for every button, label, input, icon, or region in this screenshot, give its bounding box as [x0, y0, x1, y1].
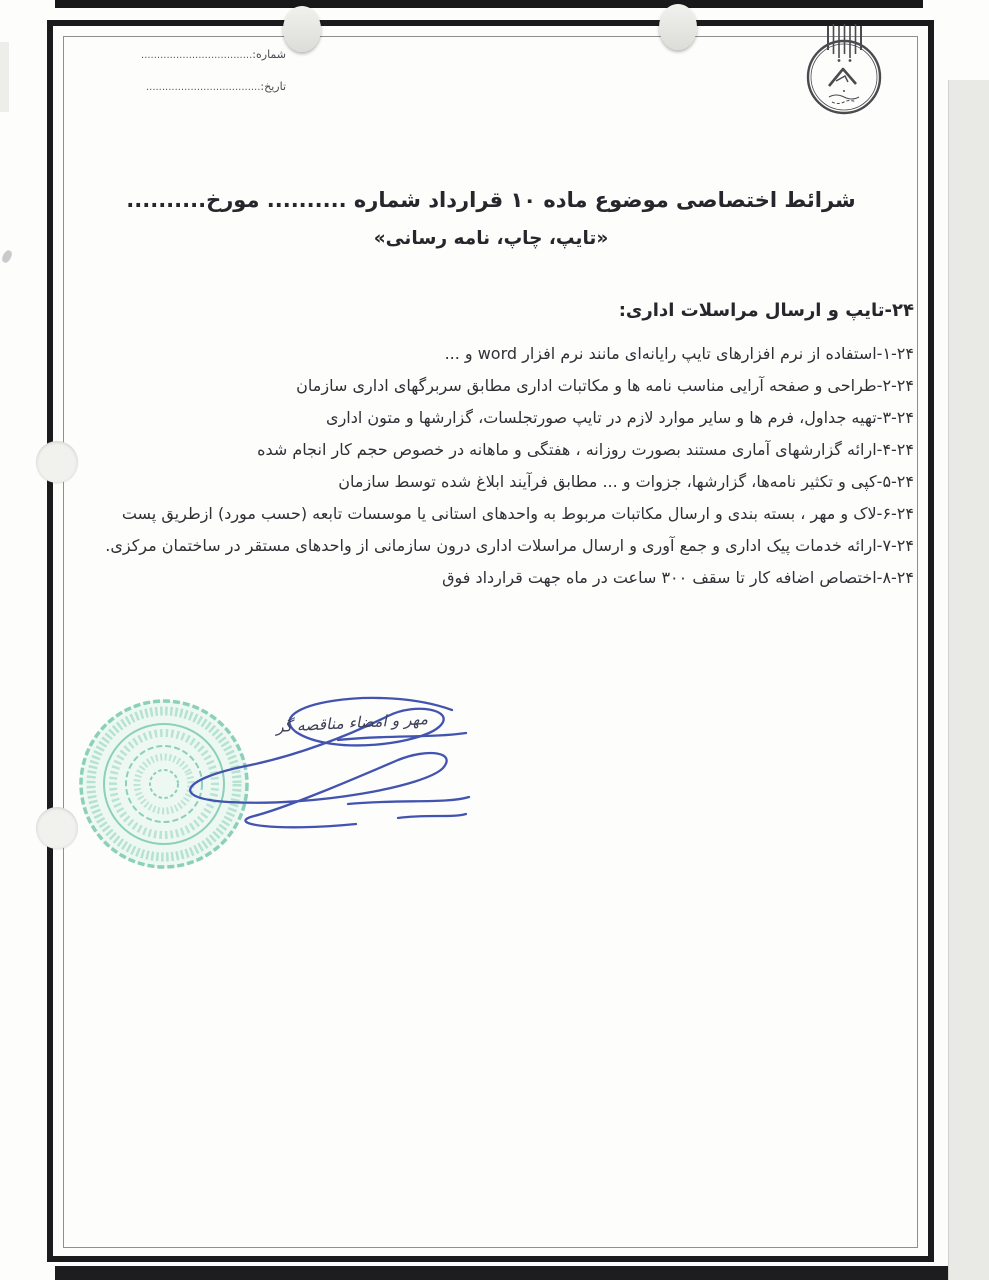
- scan-left-edge: [0, 42, 9, 112]
- scan-speck: [0, 249, 13, 264]
- term-item-7: ۷-۲۴-ارائه خدمات پیک اداری و جمع آوری و ارسال مراسلات اداری درون سازمانی از واحدهای مستقر در ساختمان مرکزی.: [105, 536, 914, 555]
- term-item-6: ۶-۲۴-لاک و مهر ، بسته بندی و ارسال مکاتبات مربوط به واحدهای استانی یا موسسات تابعه (حسب مورد) ازطریق پست: [121, 504, 914, 523]
- punch-hole-top: [36, 441, 78, 483]
- terms-list: [66, 338, 914, 594]
- organization-seal-icon: [800, 24, 888, 118]
- date-label: تاریخ:: [260, 80, 286, 93]
- term-item-1: ۱-۲۴-استفاده از نرم افزارهای تایپ رایانه‌ای مانند نرم افزار word و ...: [444, 344, 914, 363]
- punch-hole-bottom: [36, 807, 78, 849]
- section-heading: ۲۴-تایپ و ارسال مراسلات اداری:: [618, 300, 914, 321]
- scan-right-edge: [948, 80, 989, 1280]
- scan-bottom-edge-bar: [55, 1266, 989, 1280]
- term-item-4: ۴-۲۴-ارائه گزارشهای آماری مستند بصورت روزانه ، هفتگی و ماهانه در خصوص حجم کار انجام شده: [257, 440, 914, 459]
- number-field-row: [86, 48, 286, 61]
- contract-title: شرائط اختصاصی موضوع ماده ۱۰ قرارداد شماره .......... مورخ..........: [126, 188, 856, 212]
- date-dotted-line: ....................................: [145, 82, 261, 93]
- term-item-8: ۸-۲۴-اختصاص اضافه کار تا سقف ۳۰۰ ساعت در ماه جهت قرارداد فوق: [442, 568, 914, 587]
- binder-clip-left: [283, 6, 321, 52]
- number-label: شماره:: [252, 48, 286, 61]
- page-border-inner: [63, 36, 918, 1248]
- date-field-row: [86, 80, 286, 93]
- stamp-caption: مهر و امضاء مناقصه گر: [275, 710, 429, 736]
- term-item-3: ۳-۲۴-تهیه جداول، فرم ها و سایر موارد لازم در تایپ صورتجلسات، گزارشها و متون اداری: [326, 408, 914, 427]
- contract-subtitle: «تایپ، چاپ، نامه رسانی»: [373, 228, 609, 249]
- number-dotted-line: ...................................: [141, 50, 253, 61]
- binder-clip-right: [659, 4, 697, 50]
- term-item-5: ۵-۲۴-کپی و تکثیر نامه‌ها، گزارشها، جزوات و ... مطابق فرآیند ابلاغ شده توسط سازمان: [338, 472, 914, 491]
- term-item-2: ۲-۲۴-طراحی و صفحه آرایی مناسب نامه ها و مکاتبات اداری مطابق سربرگهای اداری سازمان: [296, 376, 914, 395]
- scan-top-edge-bar: [55, 0, 923, 8]
